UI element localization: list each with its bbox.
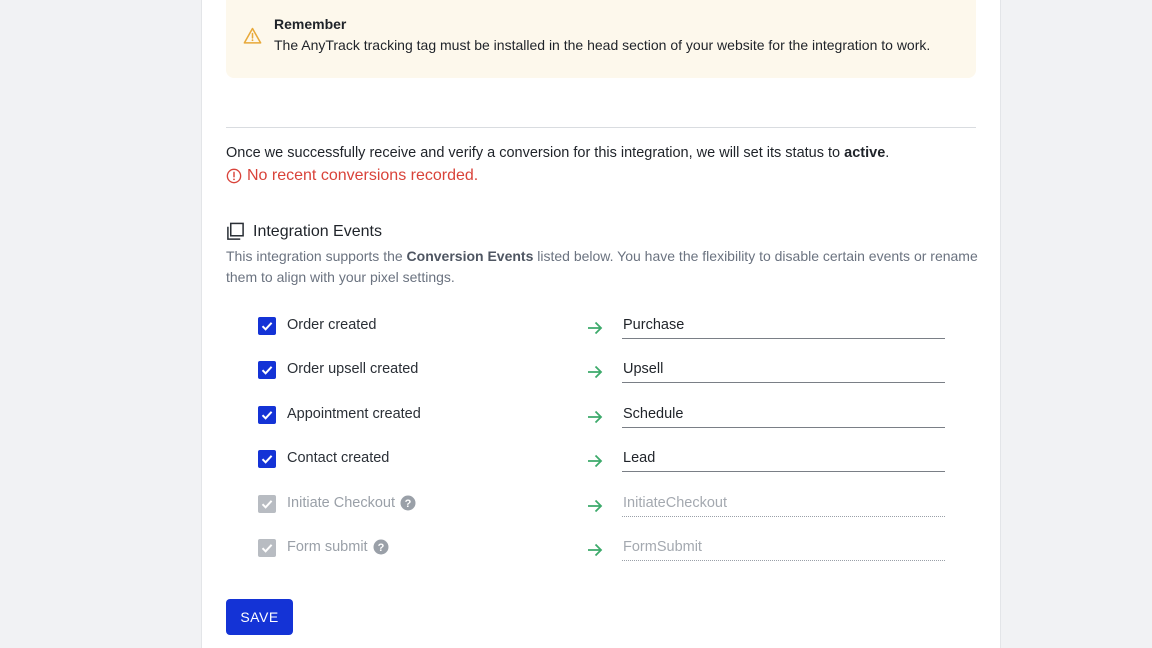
library-icon [226,222,245,241]
event-checkbox [258,495,276,513]
help-icon[interactable] [373,539,389,555]
event-checkbox[interactable] [258,361,276,379]
event-label: Appointment created [287,406,421,422]
section-divider [226,127,976,128]
arrow-right-icon [586,452,604,470]
event-name-input[interactable] [622,356,945,383]
error-circle-icon [226,168,242,184]
check-icon [260,452,274,466]
event-name-input[interactable] [622,312,945,339]
event-label: Order upsell created [287,361,419,377]
event-name-input [622,534,945,561]
arrow-right-icon [586,408,604,426]
status-text-end: . [885,145,890,161]
status-active-word: active [844,145,886,161]
check-icon [260,363,274,377]
event-checkbox [258,539,276,557]
event-label: Contact created [287,450,390,466]
event-label: Order created [287,317,377,333]
check-icon [260,497,274,511]
integration-events-heading [226,222,382,241]
event-checkbox[interactable] [258,450,276,468]
event-row-form-submit [258,532,948,562]
event-name-input[interactable] [622,401,945,428]
status-text: Once we successfully receive and verify a conversion for this integration, we will set its status to [226,145,845,161]
check-icon [260,408,274,422]
arrow-right-icon [586,319,604,337]
no-conversions-text: No recent conversions recorded. [247,167,479,184]
save-button[interactable]: SAVE [226,599,293,635]
arrow-right-icon [586,363,604,381]
event-checkbox[interactable] [258,406,276,424]
event-label-wrap [287,539,389,555]
event-label: Initiate Checkout [287,495,396,511]
section-description [226,246,986,288]
desc-text-end: listed below. You have the flexibility to disable certain events or rename them to align with your pixel settings. [226,248,978,285]
event-row-initiate-checkout [258,488,948,518]
check-icon [260,319,274,333]
event-label-wrap [287,495,416,511]
event-name-input[interactable] [622,445,945,472]
section-title: Integration Events [253,222,382,240]
event-row-contact-created [258,443,948,473]
arrow-right-icon [586,541,604,559]
alert-message: The AnyTrack tracking tag must be installed in the head section of your website for the integration to work. [274,37,931,53]
desc-text: This integration supports the [226,248,407,264]
help-icon[interactable] [400,495,416,511]
remember-alert [226,0,976,78]
svg-text:?: ? [377,542,384,554]
event-row-order-upsell-created [258,354,948,384]
no-conversions-message [226,167,478,185]
status-description [226,145,889,161]
arrow-right-icon [586,497,604,515]
event-label: Form submit [287,539,368,555]
event-row-order-created [258,310,948,340]
event-row-appointment-created [258,399,948,429]
warning-icon [243,27,262,44]
desc-bold: Conversion Events [406,248,534,264]
check-icon [260,541,274,555]
svg-text:?: ? [404,498,412,510]
event-name-input [622,490,945,517]
alert-title: Remember [274,16,347,32]
event-checkbox[interactable] [258,317,276,335]
